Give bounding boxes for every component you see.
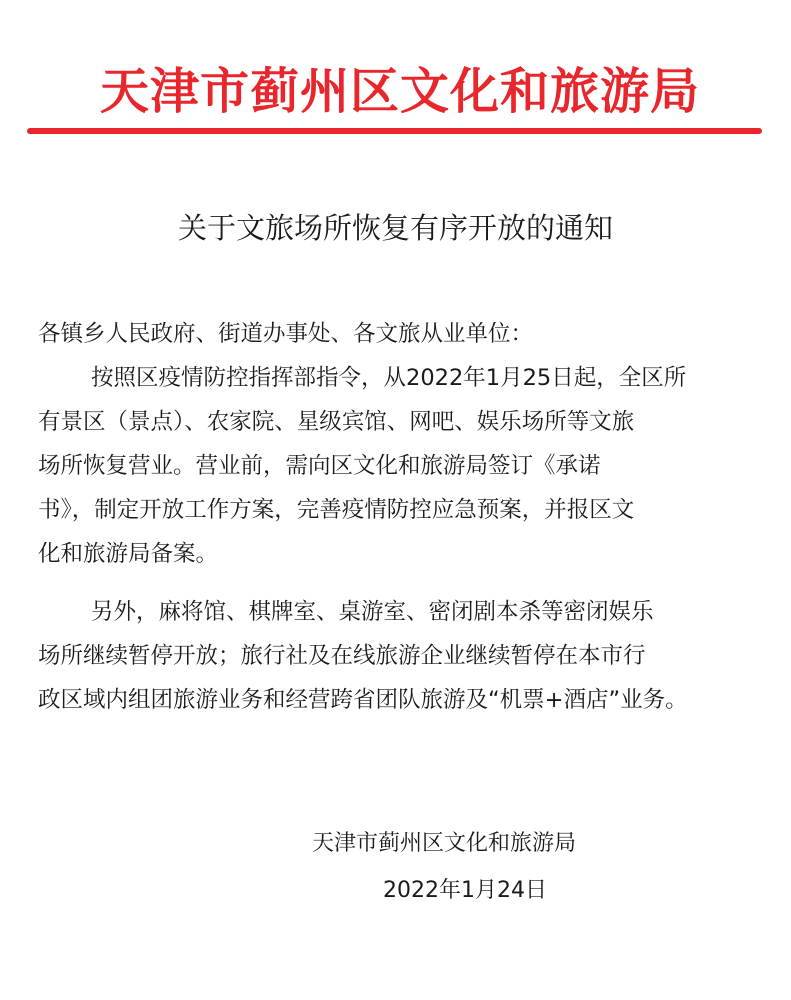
paragraph-1-line: 按照区疫情防控指挥部指令，从2022年1月25日起，全区所: [91, 365, 687, 391]
letterhead-red-rule: [27, 128, 762, 134]
paragraph-1-line: 场所恢复营业。营业前，需向区文化和旅游局签订《承诺: [38, 453, 601, 479]
notice-title: 关于文旅场所恢复有序开放的通知: [177, 211, 613, 245]
paragraph-2-line: 另外，麻将馆、棋牌室、桌游室、密闭剧本杀等密闭娱乐: [91, 599, 654, 625]
paragraph-1-line: 书》，制定开放工作方案，完善疫情防控应急预案，并报区文: [38, 497, 635, 523]
signature-issuer: 天津市蓟州区文化和旅游局: [312, 831, 577, 856]
notice-salutation: 各镇乡人民政府、街道办事处、各文旅从业单位：: [38, 321, 534, 347]
paragraph-2-line: 政区域内组团旅游业务和经营跨省团队旅游及“机票+酒店”业务。: [38, 687, 688, 713]
paragraph-2-line: 场所继续暂停开放；旅行社及在线旅游企业继续暂停在本市行: [38, 643, 646, 669]
letterhead-agency-name: 天津市蓟州区文化和旅游局: [99, 63, 700, 120]
paragraph-1-line: 化和旅游局备案。: [38, 541, 219, 567]
signature-date: 2022年1月24日: [383, 878, 547, 903]
paragraph-1-line: 有景区（景点）、农家院、星级宾馆、网吧、娱乐场所等文旅: [38, 409, 635, 435]
